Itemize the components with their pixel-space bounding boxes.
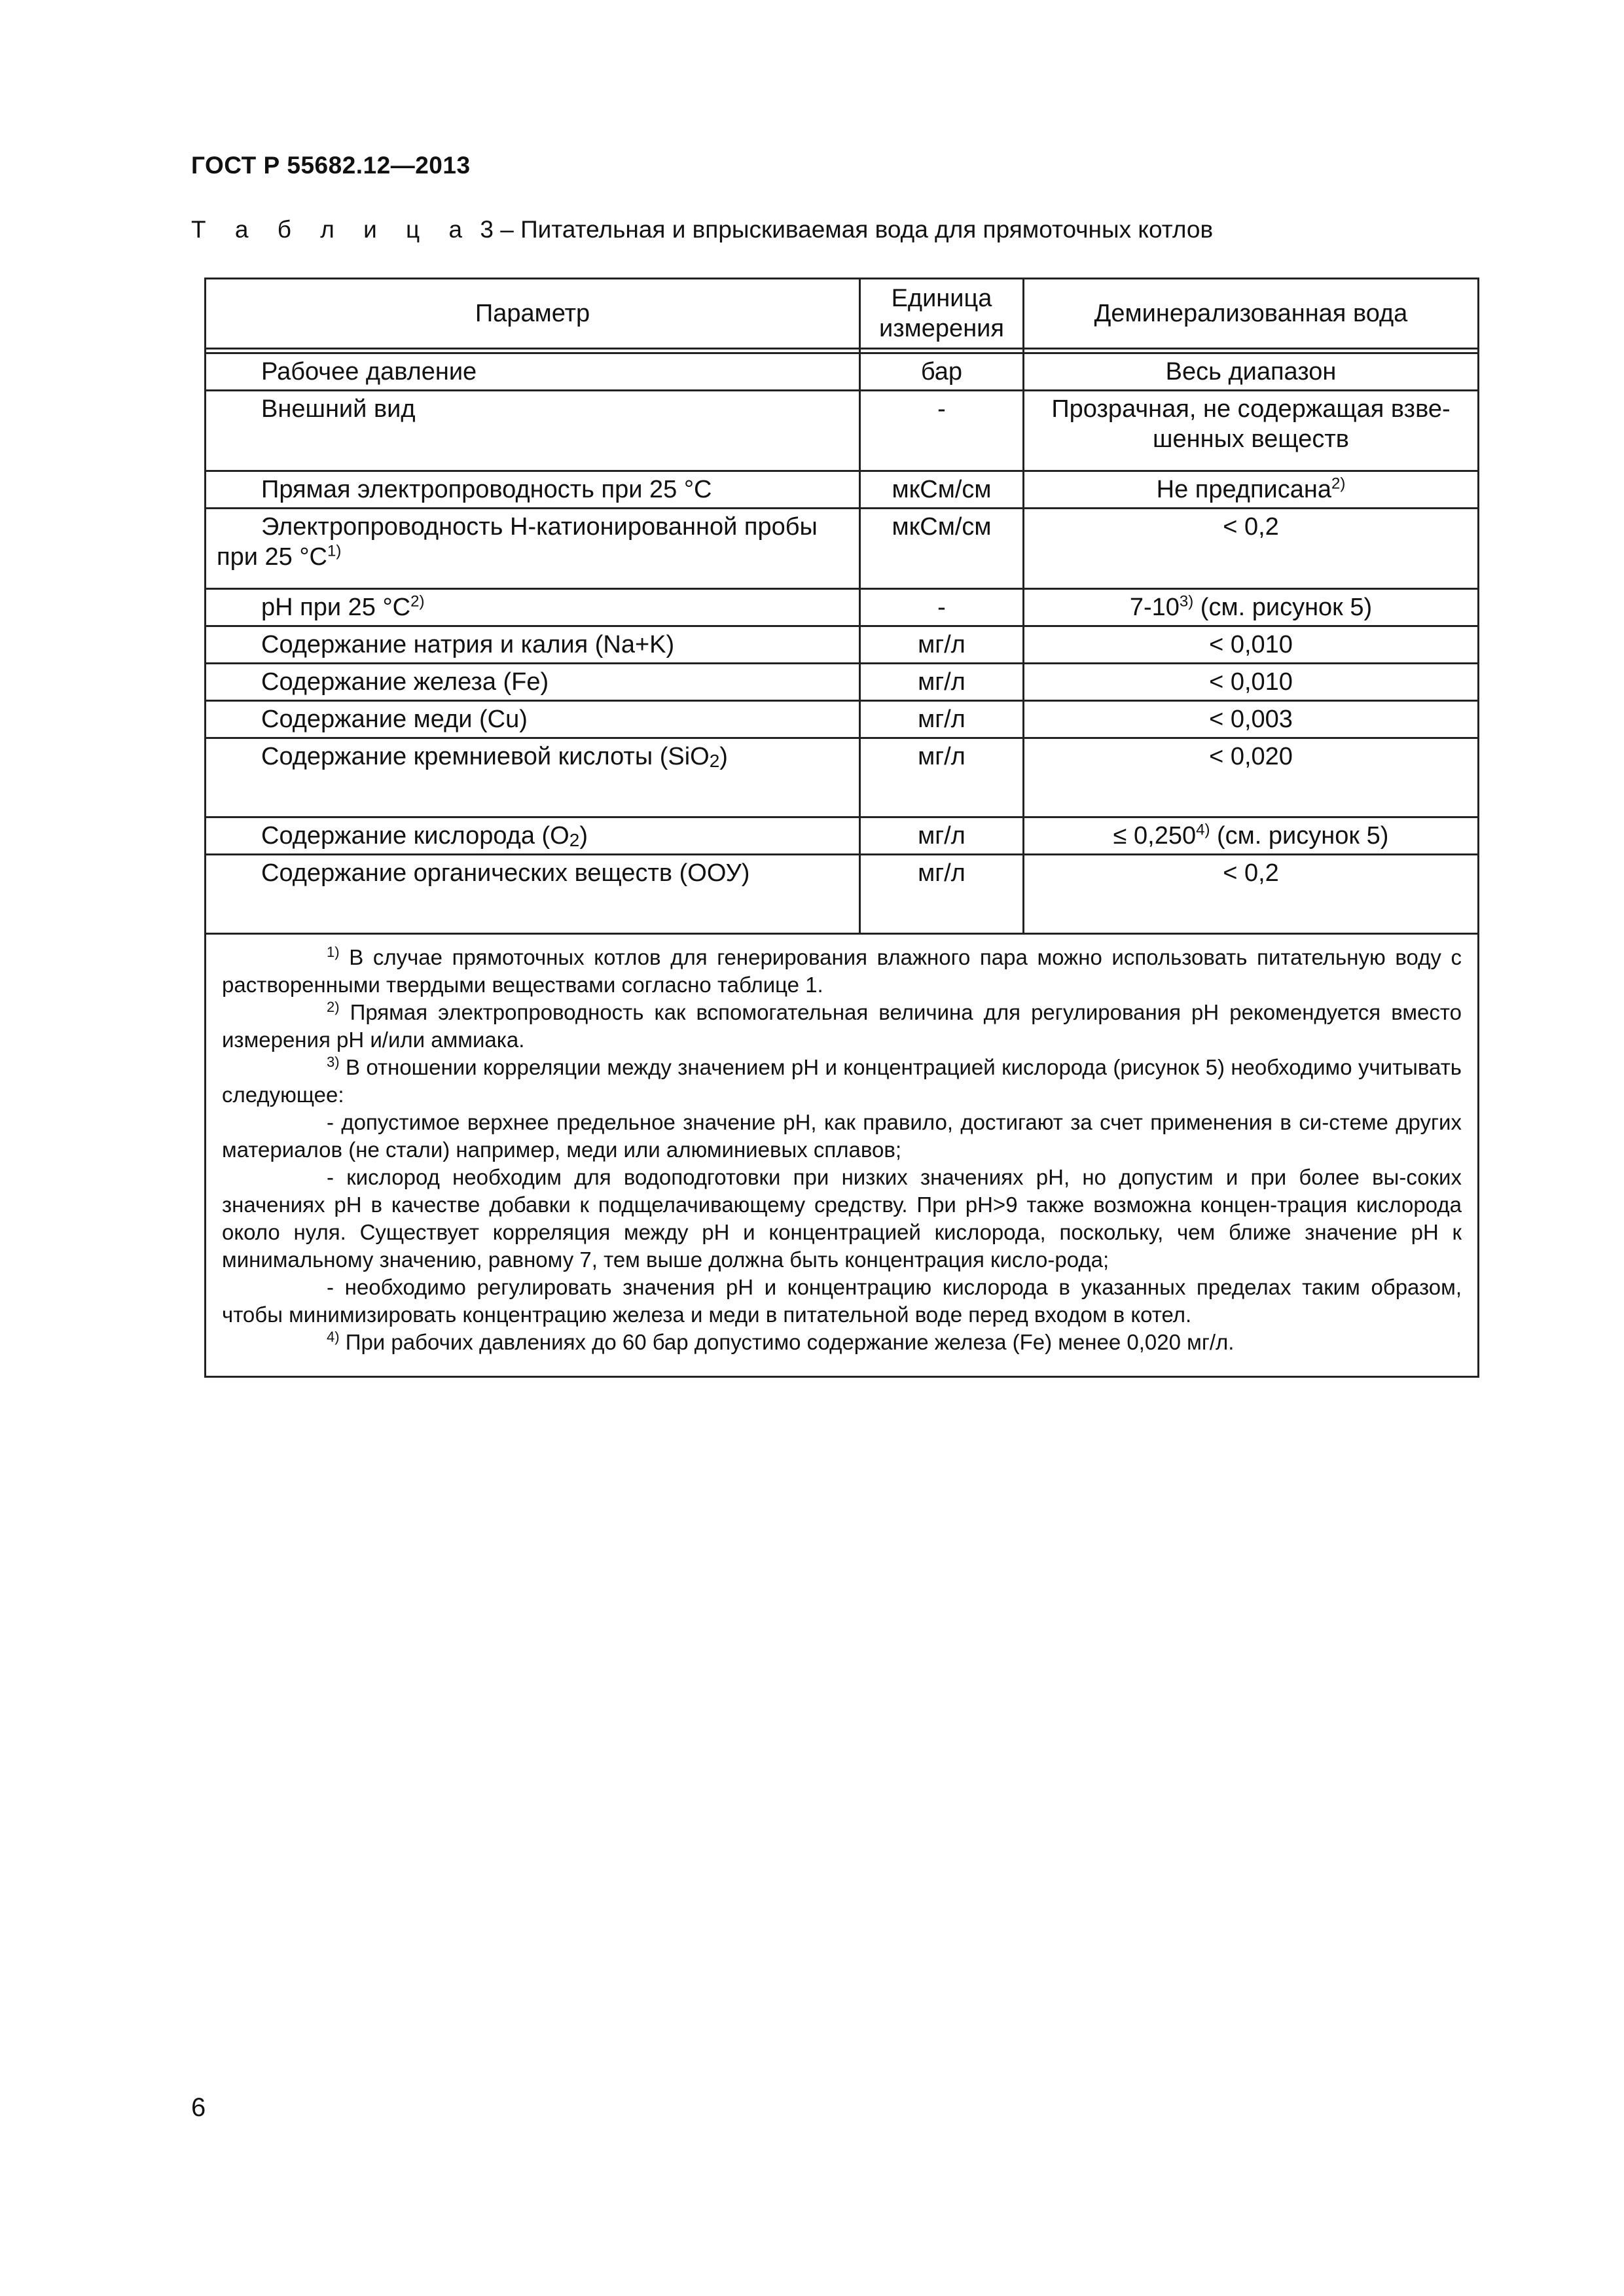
row-param: Содержание органических веществ (ООУ) xyxy=(206,855,860,934)
header-unit: Единица измерения xyxy=(860,279,1024,349)
table-row xyxy=(206,855,1479,934)
row-unit: мг/л xyxy=(860,664,1024,701)
footnote-3-item-3: - необходимо регулировать значения рН и концентрацию кислорода в указанных пределах таким образом, чтобы минимизировать концентрацию железа и меди в питательной воде перед входом в котел. xyxy=(222,1275,1462,1327)
row-value: < 0,2 xyxy=(1024,509,1479,589)
table-header-row xyxy=(206,279,1479,349)
table-caption-label: Т а б л и ц а xyxy=(191,216,474,243)
table-row xyxy=(206,589,1479,626)
footnotes xyxy=(206,934,1479,1377)
row-param: Содержание железа (Fe) xyxy=(206,664,860,701)
table-row xyxy=(206,353,1479,391)
row-param: Рабочее давление xyxy=(206,353,860,391)
footnotes-row xyxy=(206,934,1479,1377)
footnote-3-item-2: - кислород необходим для водоподготовки при низких значениях рН, но допустим и при более вы-соких значениях рН в качестве добавки к подщелачивающему средству. При рН>9 также возможна концен-трация кислорода около нуля. Существует корреляция между рН и концентрацией кислорода, поскольку, чем ближе значение рН к минимальному значению, равному 7, тем выше должна быть концентрация кисло-рода; xyxy=(222,1165,1462,1272)
row-param: Содержание кислорода $(O_2)$ xyxy=(206,817,860,855)
table-row xyxy=(206,738,1479,817)
table-row xyxy=(206,509,1479,589)
table-row xyxy=(206,817,1479,855)
row-unit: бар xyxy=(860,353,1024,391)
row-unit: мкСм/см xyxy=(860,509,1024,589)
footnote-1: $^{1)}$ В случае прямоточных котлов для генерирования влажного пара можно использовать питательную воду с растворенными твердыми веществами согласно таблице 1. xyxy=(222,944,1462,997)
table-row xyxy=(206,391,1479,471)
row-value: < 0,010 xyxy=(1024,626,1479,664)
row-unit: мг/л xyxy=(860,855,1024,934)
row-value: 7-10$^{3)}$ (см. рисунок 5) xyxy=(1024,589,1479,626)
row-param: Содержание кремниевой кислоты (SiO$_2$) xyxy=(206,738,860,817)
row-param: рН при 25 $^\circ С^{2)}$ xyxy=(206,589,860,626)
row-unit: мкСм/см xyxy=(860,471,1024,509)
row-unit: мг/л xyxy=(860,738,1024,817)
table-caption-number: 3 xyxy=(480,216,494,243)
row-unit: мг/л xyxy=(860,626,1024,664)
header-separator xyxy=(206,349,1479,353)
header-param: Параметр xyxy=(206,279,860,349)
row-unit: - xyxy=(860,589,1024,626)
water-quality-table xyxy=(204,278,1479,1378)
table-caption xyxy=(191,216,1213,243)
row-unit: - xyxy=(860,391,1024,471)
row-value: Весь диапазон xyxy=(1024,353,1479,391)
row-param: Прямая электропроводность при 25 °С xyxy=(206,471,860,509)
table-row xyxy=(206,471,1479,509)
row-value: ≤ $0,250^{4)}$ (см. рисунок 5) xyxy=(1024,817,1479,855)
row-value: < 0,010 xyxy=(1024,664,1479,701)
footnote-3: $^{3)}$ В отношении корреляции между значением рН и концентрацией кислорода (рисунок 5) необходимо учитывать следующее: xyxy=(222,1054,1462,1107)
table-caption-dash: – xyxy=(500,216,514,243)
row-unit: мг/л xyxy=(860,817,1024,855)
table-caption-title: Питательная и впрыскиваемая вода для прямоточных котлов xyxy=(520,216,1214,243)
row-param: Содержание меди (Cu) xyxy=(206,701,860,738)
row-param: Содержание натрия и калия (Na+K) xyxy=(206,626,860,664)
document-header: ГОСТ Р 55682.12—2013 xyxy=(191,152,471,179)
header-value: Деминерализованная вода xyxy=(1024,279,1479,349)
footnote-2: $^{2)}$ Прямая электропроводность как вспомогательная величина для регулирования рН рекомендуется вместо измерения рН и/или аммиака. xyxy=(222,999,1462,1052)
row-unit: мг/л xyxy=(860,701,1024,738)
row-param: Электропроводность Н-катионированной пробы при 25 $^\circ С^{1)}$ xyxy=(206,509,860,589)
footnote-4: $^{4)}$ При рабочих давлениях до 60 бар допустимо содержание железа (Fe) менее 0,020 мг/л. xyxy=(327,1329,1235,1354)
table-row xyxy=(206,626,1479,664)
row-value: < 0,2 xyxy=(1024,855,1479,934)
footnote-3-item-1: - допустимое верхнее предельное значение рН, как правило, достигают за счет применения в си-стеме других материалов (не стали) например, меди или алюминиевых сплавов; xyxy=(222,1110,1462,1162)
row-value: Не предписана$^{2)}$ xyxy=(1024,471,1479,509)
table-row xyxy=(206,664,1479,701)
row-param: Внешний вид xyxy=(206,391,860,471)
table-row xyxy=(206,701,1479,738)
page-number: 6 xyxy=(191,2093,206,2122)
row-value: Прозрачная, не содержащая взве-шенных веществ xyxy=(1024,391,1479,471)
row-value: < 0,020 xyxy=(1024,738,1479,817)
row-value: < 0,003 xyxy=(1024,701,1479,738)
